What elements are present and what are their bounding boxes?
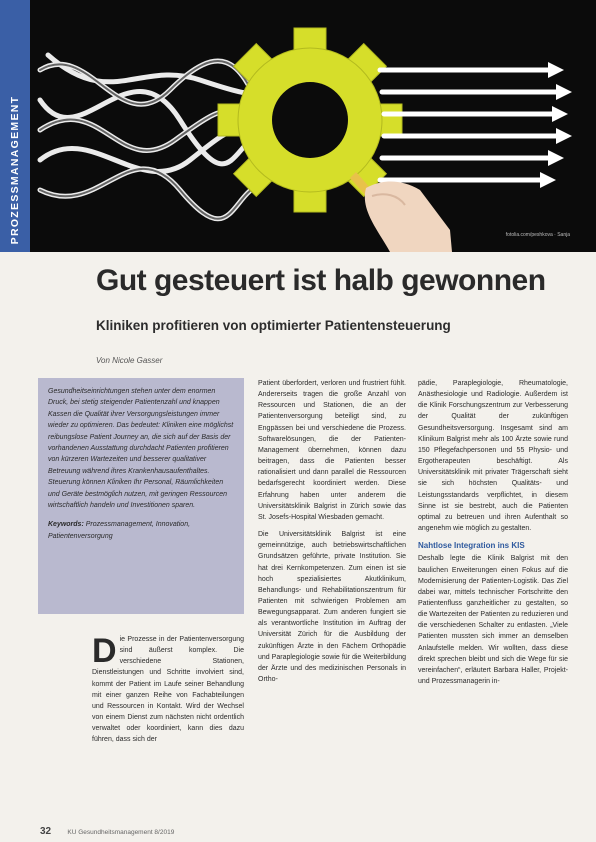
article-subtitle: Kliniken profitieren von optimierter Patientensteuerung	[96, 318, 451, 333]
keywords-line	[48, 519, 234, 542]
keywords-label: Keywords:	[48, 521, 84, 529]
paragraph	[92, 634, 244, 746]
section-heading: Nahtlose Integration ins KIS	[418, 541, 525, 551]
paragraph: pädie, Paraplegiologie, Rheumatologie, Anästhesiologie und Radiologie. Außerdem ist die Klinik Forschungszentrum zur Verbesserung der Qualität der zukünftigen Gesundheitsversorgung. Insgesamt sind am Klinikum Balgrist mehr als 100 Ärzte sowie rund 150 Pflegefachpersonen und 55 Physio- und Ergotherapeuten beschäftigt. Als Universitätsklinik mit privater Trägerschaft sieht sie sich höchsten Qualitäts- und Leistungsstandards verpflichtet, in diesem Sinne ist sie bestrebt, auch die Patienten optimal zu betreuen und ihren Aufenthalt so angenehm wie möglich zu gestalten.	[418, 380, 568, 533]
article-title: Gut gesteuert ist halb gewonnen	[96, 264, 546, 297]
body-column-2	[258, 378, 406, 685]
paragraph-text: ie Prozesse in der Patientenversorgung sind äußerst komplex. Die verschiedene Stationen, Dienstleistungen und Schritte involviert sind, kommt der Patient im Laufe seiner Behandlung mit einer ganzen Reihe von Fachabteilungen und Ressourcen in Kontakt. Wird der Wechsel von einem Dienst zum nächsten nicht ordentlich verwaltet oder koordiniert, kann dies dazu führen, dass sich der	[92, 636, 244, 744]
section-side-bar	[0, 0, 30, 252]
body-column-3	[418, 378, 568, 687]
page-number: 32	[40, 826, 52, 837]
page-footer	[40, 826, 174, 837]
paragraph: Die Universitätsklinik Balgrist ist eine gemeinnützige, auch betriebswirtschaftlichen Grundsätzen geführte, private Institution. Sie hat drei Kernkompetenzen. Zum einen ist sie hoch spezialisiertes Akutklinikum, Behandlungs- und Rehabilitationszentrum für Patienten mit schwierigen Problemen am Bewegungsapparat. Zum anderen fungiert sie als verantwortliche Institution im Auftrag der Universität Zürich für die Ausbildung der zukünftigen Ärzte in den Fächern Orthopädie und Paraplegiologie sowie für die Weiterbildung der Ärzte und des medizinischen Personals in Ortho-	[258, 531, 406, 684]
keywords-list: Prozessmanagement, Innovation, Patientenversorgung	[48, 521, 191, 540]
hero-image	[0, 0, 596, 252]
drop-cap: D	[92, 632, 117, 670]
paragraph: Deshalb legte die Klinik Balgrist mit den baulichen Erweiterungen einen Fokus auf die Modernisierung der Patienten-Logistik. Das Ziel dabei war, mittels technischer Fortschritte den Patientenfluss ganzheitlicher zu gestalten, so die Wartezeiten der Patienten zu reduzieren und die verschiedenen Schalter zu entlasten. „Viele Patienten mussten sich immer an demselben Anlaufstelle melden. Wir wollten, dass diese direkt sprechen bleibt und sich die Wege für sie vereinfachen“, erläutert Barbara Haller, Projekt- und Prozessmanagerin in-	[418, 555, 568, 686]
body-column-1	[92, 634, 244, 746]
magazine-issue: KU Gesundheitsmanagement 8/2019	[67, 829, 175, 836]
article-author: Von Nicole Gasser	[96, 356, 163, 365]
abstract-text: Gesundheitseinrichtungen stehen unter dem enormen Druck, bei stetig steigender Patientenzahl und knappen Kassen die Qualität ihrer Versorgungsleistungen immer wieder zu optimieren. Das bedeutet: Kliniken eine möglichst reibungslose Patient Journey an, die sich auf der Basis der vorhandenen Ausstattung durchdacht Patienten profitieren von kürzeren Wartezeiten und besserer qualitativer Betreuung während ihres Krankenhausaufenthaltes. Steuerung können Kliniken Ihr Personal, Räumlichkeiten und Geräte bestmöglich nutzen, mit geringen Ressourcen wirtschaftlich handeln und Investitionen sparen.	[48, 388, 234, 510]
abstract-box	[38, 378, 244, 614]
section-label: PROZESSMANAGEMENT	[9, 95, 21, 245]
paragraph: Patient überfordert, verloren und frustriert fühlt. Andererseits tragen die große Anzahl von Ressourcen und Stationen, die an der Patientenversorgung beteiligt sind, zu Engpässen bei und verschiedene die Prozess. Softwarelösungen, die der Patienten-Management übernehmen, können dazu beitragen, dass die Patienten besser rationalisiert und dann parallel die Ressourcen bedarfsgerecht koordiniert werden. Diese Erfahrung haben unter anderem die Universitätsklinik Balgrist in Zürich sowie das St. Josefs-Hospital Wiesbaden gemacht.	[258, 380, 406, 521]
hand-icon	[350, 172, 452, 252]
gear-arrows-illustration	[0, 0, 596, 252]
photo-credit: fotolia.com/peshkova · Sanja	[505, 232, 570, 238]
